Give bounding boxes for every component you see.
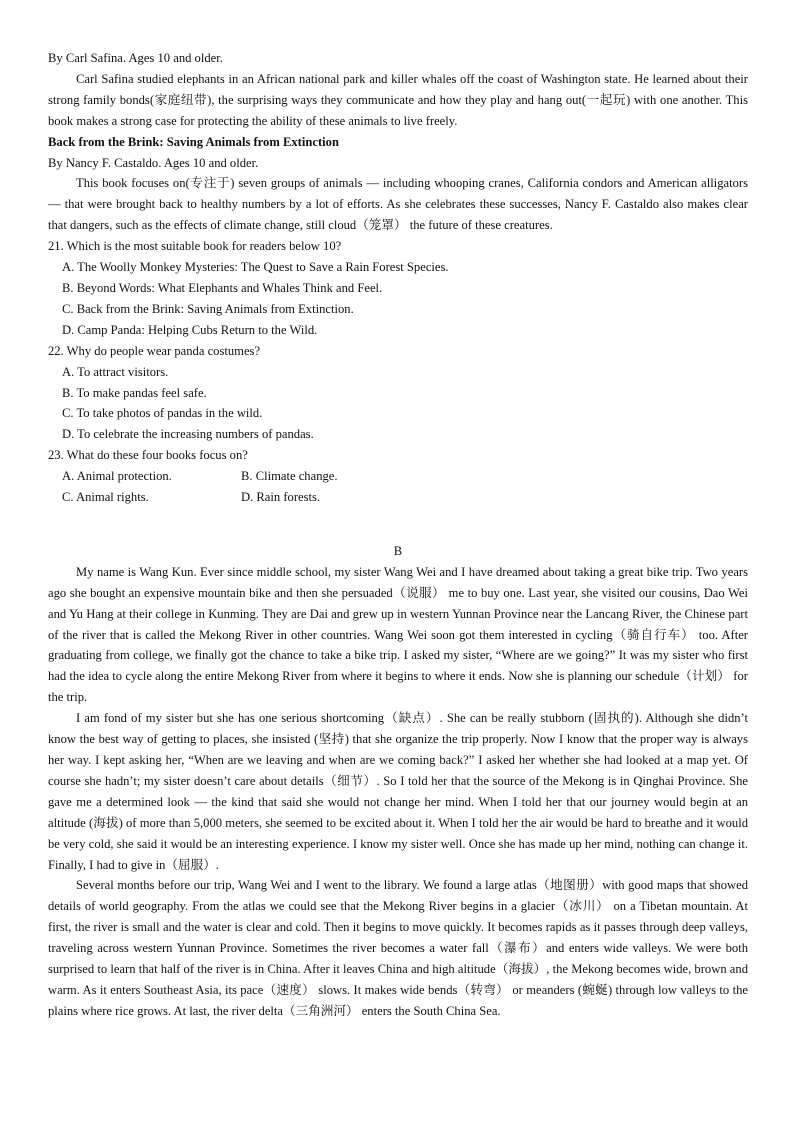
option-d: D. To celebrate the increasing numbers of pandas. [62, 427, 314, 442]
option-d: D. Camp Panda: Helping Cubs Return to the Wild. [62, 322, 318, 337]
question-22 [48, 341, 748, 446]
option-row-2 [48, 487, 748, 508]
option-b: B. Climate change. [241, 469, 338, 484]
option-c: C. Back from the Brink: Saving Animals from Extinction. [62, 301, 354, 316]
option-b: B. Beyond Words: What Elephants and Whales Think and Feel. [62, 280, 383, 295]
option-a: A. The Woolly Monkey Mysteries: The Quest to Save a Rain Forest Species. [62, 260, 449, 275]
option-c: C. To take photos of pandas in the wild. [62, 406, 263, 421]
question-21 [48, 236, 748, 341]
section-letter: B [393, 543, 403, 558]
passage-b-paragraph-2: I am fond of my sister but she has one serious shortcoming（缺点）. She can be really stubborn (固执的). Although she didn’t know the best way of getting to places, she insisted (坚持) that she organize the trip properly. Now I know that the proper way is always her way. I kept asking her, “When are we leaving and when are we coming back?” I asked her whether she had looked at a map yet. Of course she hadn’t; my sister doesn’t care about details（细节）. So I told her that the source of the Mekong is in Qinghai Province. She gave me a determined look — the kind that said she would not change her mind. When I told her that our journey would begin at an altitude (海拔) of more than 5,000 meters, she seemed to be excited about it. When I told her the air would be hard to breathe and it would be very cold, she said it would be an interesting experience. I know my sister well. Once she has made up her mind, nothing can change it. Finally, I had to give in（屈服）. [48, 711, 748, 872]
book4-title: Back from the Brink: Saving Animals from Extinction [48, 134, 339, 149]
option-c: C. Animal rights. [62, 490, 149, 505]
section-gap [48, 508, 748, 528]
question-stem: 23. What do these four books focus on? [48, 448, 248, 463]
option-a: A. To attract visitors. [62, 364, 169, 379]
book4-description: This book focuses on(专注于) seven groups of animals — including whooping cranes, California condors and American alligators — that were brought back to healthy numbers by a lot of efforts. As she celebrates these successes, Nancy F. Castaldo also makes clear that dangers, such as the effects of climate change, still cloud（笼罩） the future of these creatures. [48, 176, 748, 233]
question-stem: 22. Why do people wear panda costumes? [48, 343, 261, 358]
question-stem: 21. Which is the most suitable book for readers below 10? [48, 239, 342, 254]
question-23 [48, 445, 748, 508]
option-b: B. To make pandas feel safe. [62, 385, 207, 400]
option-d: D. Rain forests. [241, 490, 321, 505]
option-row-1 [48, 466, 748, 487]
book3-description: Carl Safina studied elephants in an African national park and killer whales off the coast of Washington state. He learned about their strong family bonds(家庭纽带), the surprising ways they communicate and how they play and hang out(一起玩) with one another. This book makes a strong case for protecting the ability of these animals to live freely. [48, 71, 748, 128]
book4-byline: By Nancy F. Castaldo. Ages 10 and older. [48, 155, 259, 170]
passage-b-paragraph-1: My name is Wang Kun. Ever since middle school, my sister Wang Wei and I have dreamed about taking a great bike trip. Two years ago she bought an expensive mountain bike and then she persuaded（说服） me to buy one. Last year, she visited our cousins, Dao Wei and Yu Hang at their college in Kunming. They are Dai and grew up in western Yunnan Province near the Lancang River, the Chinese part of the river that is called the Mekong River in other countries. Wang Wei soon got them interested in cycling（骑自行车） too. After graduating from college, we finally got the chance to take a bike trip. I asked my sister, “Where are we going?” It was my sister who first had the idea to cycle along the entire Mekong River from where it begins to where it ends. Now she is planning our schedule（计划） for the trip. [48, 564, 748, 705]
book3-byline: By Carl Safina. Ages 10 and older. [48, 51, 223, 65]
document-page [48, 48, 748, 1022]
passage-b-paragraph-3: Several months before our trip, Wang Wei and I went to the library. We found a large atlas（地图册）with good maps that showed details of world geography. From the atlas we could see that the Mekong River begins in a glacier（冰川） on a Tibetan mountain. At first, the river is small and the water is clear and cold. Then it begins to move quickly. It becomes rapids as it passes through deep valleys, traveling across western Yunnan Province. Sometimes the river becomes a water fall（瀑布）and enters wide valleys. We were both surprised to learn that half of the river is in China. After it leaves China and high altitude（海拔）, the Mekong becomes wide, brown and warm. As it enters Southeast Asia, its pace（速度） slows. It makes wide bends（转弯） or meanders (蜿蜒) through low valleys to the plains where rice grows. At last, the river delta（三角洲河） enters the South China Sea. [48, 878, 748, 1018]
option-a: A. Animal protection. [62, 469, 172, 484]
